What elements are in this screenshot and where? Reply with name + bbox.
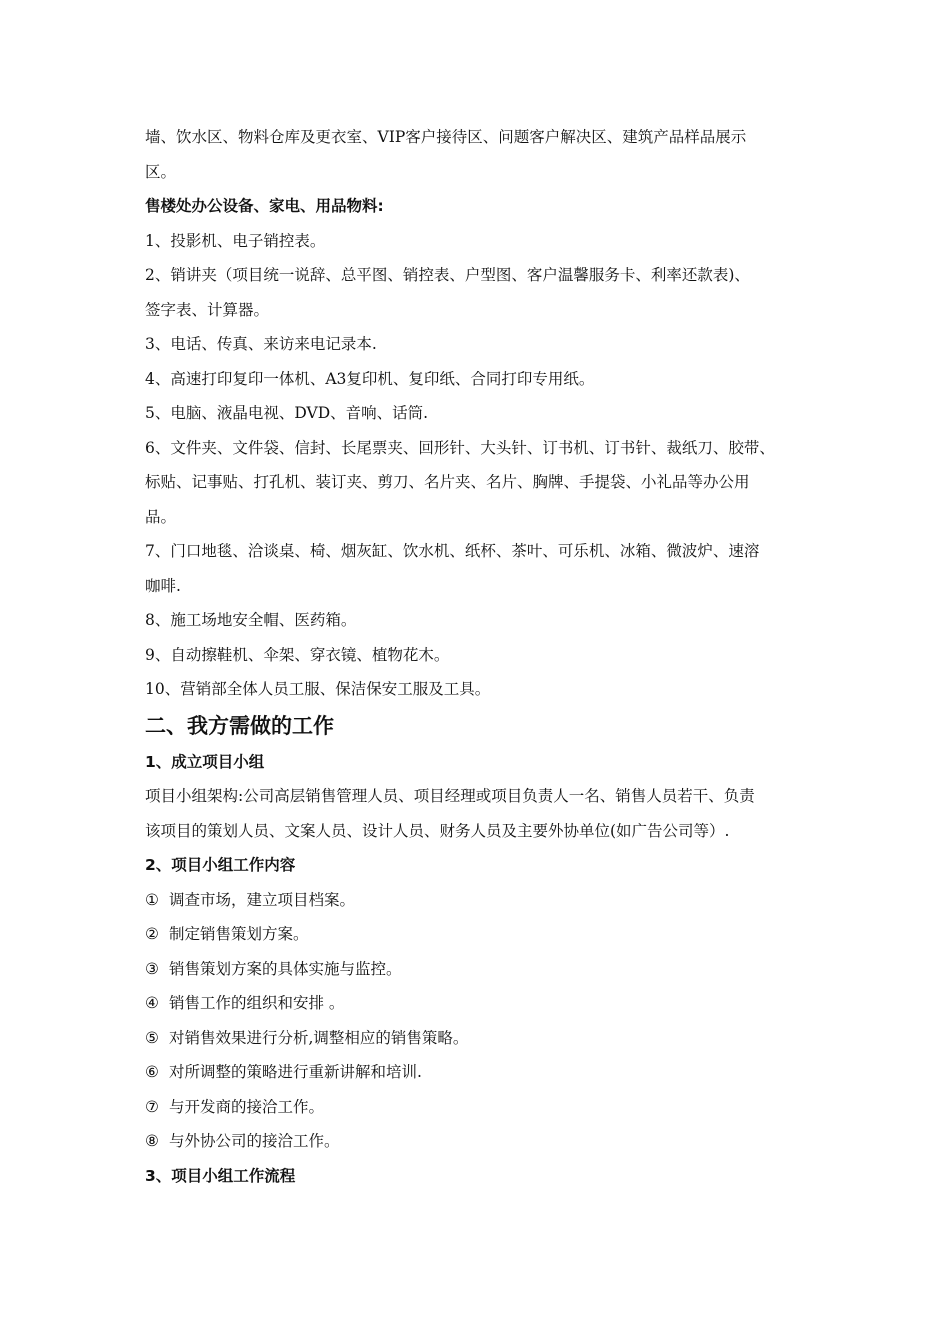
equipment-line: 标贴、记事贴、打孔机、装订夹、剪刀、名片夹、名片、胸牌、手提袋、小礼品等办公用 <box>145 473 750 491</box>
team-structure-line: 项目小组架构:公司高层销售管理人员、项目经理或项目负责人一名、销售人员若干、负责 <box>145 787 755 805</box>
team-structure-line: 该项目的策划人员、文案人员、设计人员、财务人员及主要外协单位(如广告公司等）. <box>145 821 730 840</box>
item-text: 与外协公司的接洽工作。 <box>169 1132 340 1150</box>
item-number: ⑥ <box>145 1063 159 1081</box>
work-item <box>145 1021 825 1056</box>
section-title: 二、我方需做的工作 <box>145 713 334 738</box>
equipment-line: 2、销讲夹（项目统一说辞、总平图、销控表、户型图、客户温馨服务卡、利率还款表)、 <box>145 266 750 284</box>
item-number: ④ <box>145 994 159 1012</box>
work-item <box>145 952 825 987</box>
work-item <box>145 986 825 1021</box>
item-text: 销售工作的组织和安排 。 <box>169 994 345 1012</box>
item-text: 制定销售策划方案。 <box>169 925 309 943</box>
item-number: ⑤ <box>145 1028 159 1047</box>
equipment-line: 4、高速打印复印一体机、A3复印机、复印纸、合同打印专用纸。 <box>145 369 595 388</box>
item-number: ③ <box>145 959 159 978</box>
work-item <box>145 1124 825 1159</box>
equipment-line: 3、电话、传真、来访来电记录本. <box>145 335 377 353</box>
work-item <box>145 917 825 952</box>
subsection-heading: 1、成立项目小组 <box>145 752 265 771</box>
item-number: ⑦ <box>145 1097 159 1116</box>
item-text: 销售策划方案的具体实施与监控。 <box>169 959 402 978</box>
item-text: 调查市场，建立项目档案。 <box>169 890 356 909</box>
subsection-heading: 2、项目小组工作内容 <box>145 856 296 874</box>
equipment-line: 品。 <box>145 507 177 526</box>
intro-line: 区。 <box>145 162 177 181</box>
item-text: 对所调整的策略进行重新讲解和培训. <box>169 1063 422 1081</box>
intro-line: 墙、饮水区、物料仓库及更衣室、VIP客户接待区、问题客户解决区、建筑产品样品展示 <box>145 128 747 146</box>
equipment-line: 1、投影机、电子销控表。 <box>145 231 326 250</box>
equipment-line: 6、文件夹、文件袋、信封、长尾票夹、回形针、大头针、订书机、订书针、裁纸刀、胶带、 <box>145 438 775 457</box>
subsection-heading: 3、项目小组工作流程 <box>145 1166 296 1185</box>
equipment-line: 咖啡. <box>145 576 181 595</box>
item-text: 对销售效果进行分析,调整相应的销售策略。 <box>169 1028 469 1047</box>
equipment-line: 签字表、计算器。 <box>145 300 270 319</box>
equipment-line: 10、营销部全体人员工服、保洁保安工服及工具。 <box>145 680 491 698</box>
item-text: 与开发商的接洽工作。 <box>169 1097 325 1116</box>
item-number: ② <box>145 925 159 943</box>
item-number: ⑧ <box>145 1132 159 1150</box>
work-item <box>145 1055 825 1090</box>
work-item <box>145 883 825 918</box>
item-number: ① <box>145 890 159 909</box>
equipment-line: 5、电脑、液晶电视、DVD、音响、话筒. <box>145 404 429 422</box>
work-item <box>145 1090 825 1125</box>
equipment-line: 9、自动擦鞋机、伞架、穿衣镜、植物花木。 <box>145 645 450 664</box>
equipment-line: 7、门口地毯、洽谈桌、椅、烟灰缸、饮水机、纸杯、茶叶、可乐机、冰箱、微波炉、速溶 <box>145 542 760 560</box>
equipment-heading: 售楼处办公设备、家电、用品物料: <box>145 197 384 215</box>
equipment-line: 8、施工场地安全帽、医药箱。 <box>145 611 357 629</box>
document-page <box>145 120 825 1193</box>
